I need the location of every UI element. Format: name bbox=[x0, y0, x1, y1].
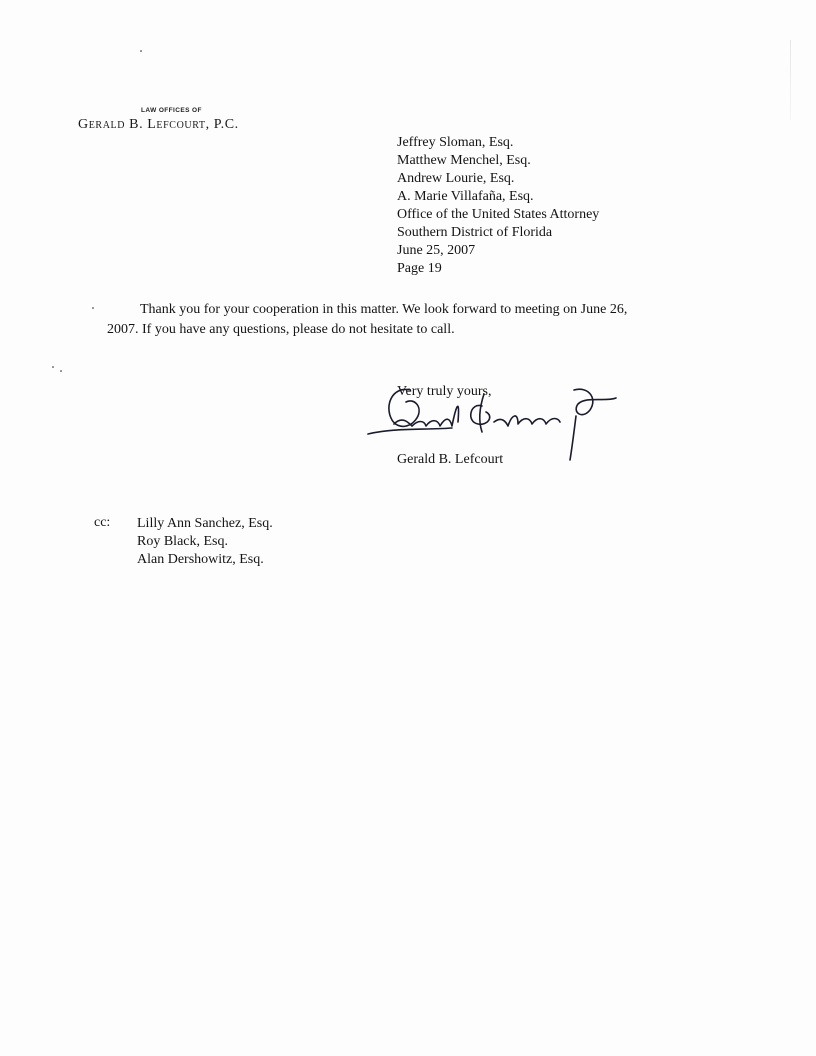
body-line: 2007. If you have any questions, please do not hesitate to call. bbox=[107, 322, 455, 337]
scan-speck bbox=[52, 366, 54, 368]
closing-salutation: Very truly yours, bbox=[397, 384, 492, 399]
body-line: Thank you for your cooperation in this matter. We look forward to meeting on June 26, bbox=[140, 302, 628, 317]
signer-name: Gerald B. Lefcourt bbox=[397, 452, 504, 467]
addressee-line: Andrew Lourie, Esq. bbox=[397, 171, 515, 186]
letterhead-caption: LAW OFFICES OF bbox=[141, 107, 202, 114]
cc-recipient: Alan Dershowitz, Esq. bbox=[137, 552, 264, 567]
addressee-line: A. Marie Villafaña, Esq. bbox=[397, 189, 534, 204]
page-number: Page 19 bbox=[397, 261, 442, 276]
scan-speck bbox=[92, 307, 94, 309]
letter-date: June 25, 2007 bbox=[397, 243, 476, 258]
letterhead-firm-name: Gerald B. Lefcourt, P.C. bbox=[78, 117, 239, 132]
addressee-line: Jeffrey Sloman, Esq. bbox=[397, 135, 514, 150]
cc-label: cc: bbox=[94, 515, 111, 530]
addressee-block bbox=[397, 134, 599, 278]
addressee-line: Southern District of Florida bbox=[397, 225, 553, 240]
scan-edge-mark bbox=[790, 40, 791, 120]
addressee-line: Matthew Menchel, Esq. bbox=[397, 153, 531, 168]
body-paragraph bbox=[107, 300, 687, 340]
scan-speck bbox=[60, 370, 62, 372]
cc-recipient: Lilly Ann Sanchez, Esq. bbox=[137, 516, 273, 531]
cc-recipient: Roy Black, Esq. bbox=[137, 534, 228, 549]
scan-speck bbox=[140, 50, 142, 52]
addressee-line: Office of the United States Attorney bbox=[397, 207, 600, 222]
cc-list bbox=[137, 515, 273, 569]
